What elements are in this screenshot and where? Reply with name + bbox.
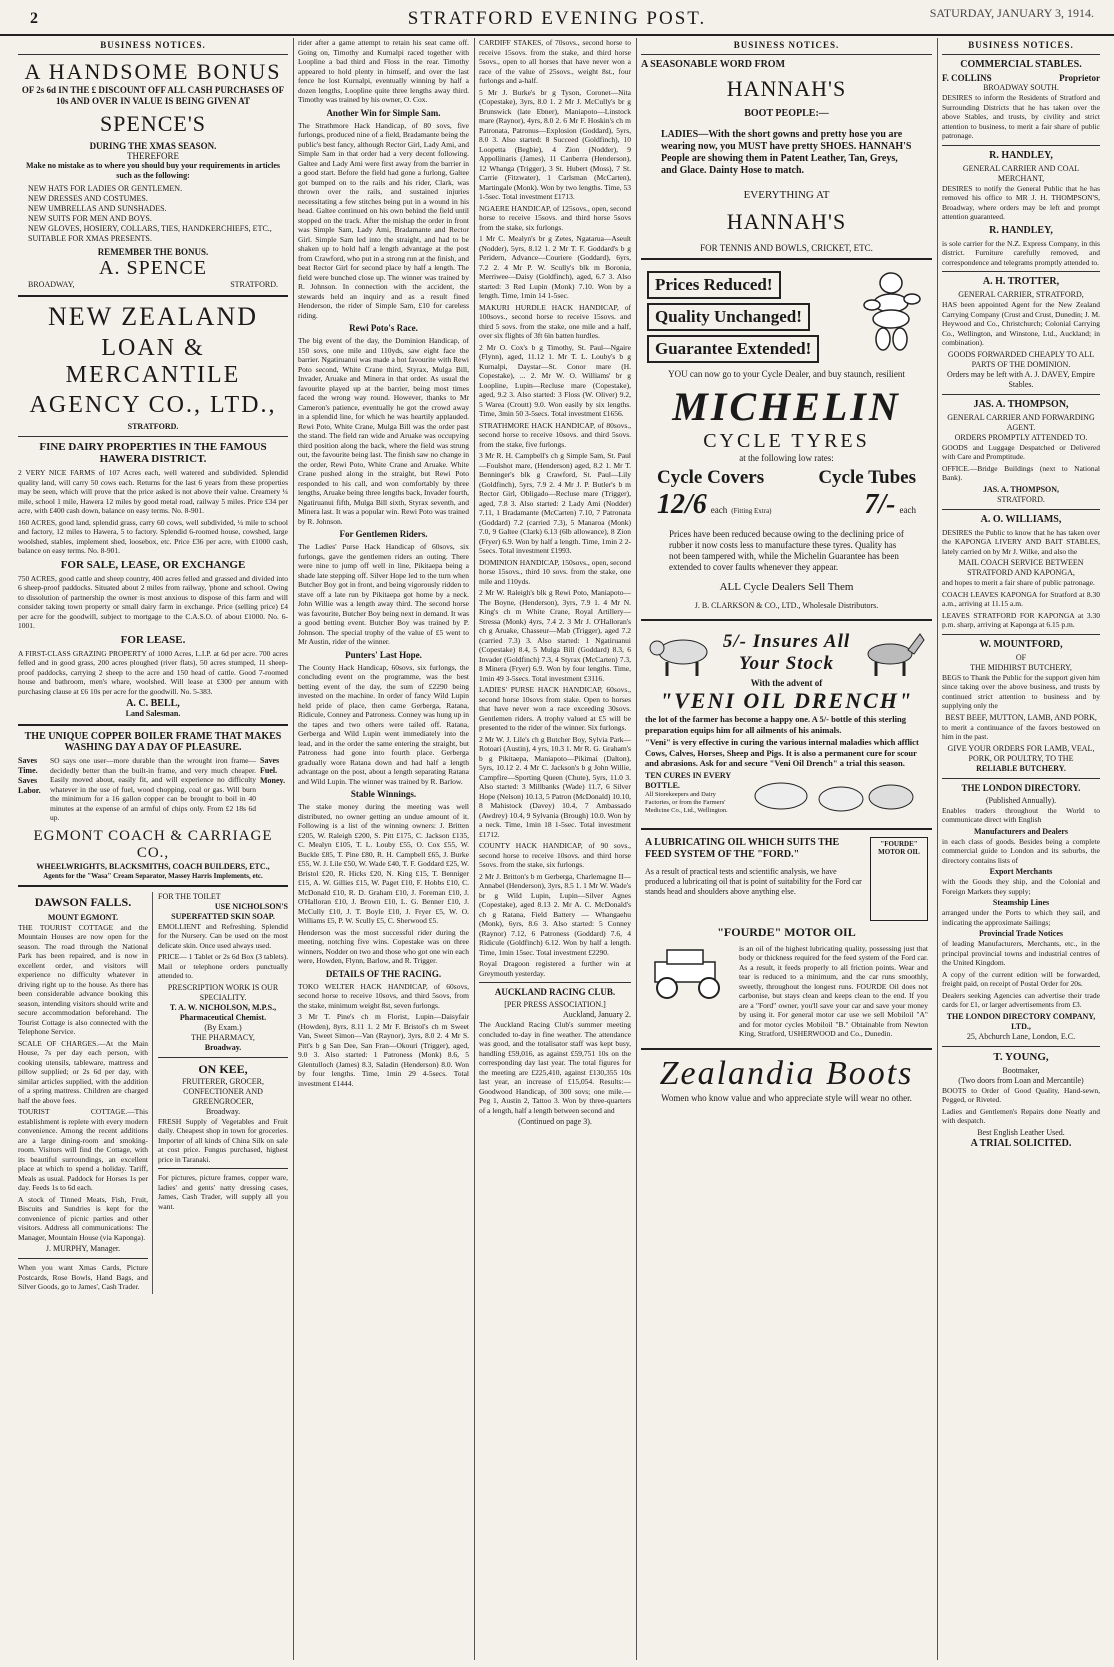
race-para: 2 Mr W. Raleigh's blk g Rewi Poto, Maniapoto—The Boyne, (Henderson), 3yrs, 7.9 1. 4 Mr N. King's ch m White Crane, Royal Artillery—Stressa (Monk) 4yrs, 7.4 2. 3 Mr J. O'Halloran's ch g Aruake, Chasseur—Mab (Trigger), aged 7.2 (carried 7.3) 3. Also started: 1 Ngatiruanui (Copestake) 8.4, 5 Mulga Bill (Goddard) 8.3, 6 Invader (Goldfinch) 7.3, 4 Styrax (McCarten) 7.3, 8 Minera (Fryer) 6.9. Won by four lengths. Time, 1min 49 3-5secs. Total investment £3116.	[479, 588, 631, 683]
nicholson-price: PRICE— 1 Tablet or 2s 6d Box (3 tablets). Mail or telephone orders punctually attended to.	[158, 952, 288, 980]
nzloan-name-3: AGENCY CO., LTD.,	[29, 392, 277, 418]
spence-headline: A HANDSOME BONUS	[24, 59, 282, 84]
young-advert	[942, 1051, 1100, 1149]
nz-loan-advert	[18, 302, 288, 719]
williams-advert	[942, 514, 1100, 630]
article-para: The County Hack Handicap, 60sovs, six furlongs, the concluding event on the programme, was the best betting event of the day, the sum of £2290 being invested on the machine. In order of fancy Wild Lupin held pride of place, then came Gerberga, Ratana, Ridicule, Conney and Patroness. Conney was hung up in the tapes and two others were tailed off. Ratana, Gerberga and Wild Lupin went immediately into the lead, and in the order the same entering the straight, but Patroness had gone into fourth place. Gerberga gradually wore Ratana down and had half a length advantage on the post, about a length separating Ratana and Wild Lupin. The winner was trained by R. Barlow.	[298, 662, 469, 786]
masthead	[0, 0, 1114, 36]
article-subhead: DETAILS OF THE RACING.	[325, 968, 442, 979]
article-para: rider after a game attempt to retain his seat came off. Going on, Timothy and Kurnalpi raced together with Loopline a bad third and Floss in the rear. Timothy appeared to hold plenty in himself, and over the last fence he lost Kurnalpi, eventually winning by half a dozen lengths, Loopline quite three lengths away third. Timothy was trained by his owner, O. Cox.	[298, 38, 469, 104]
nicholson-name: T. A. W. NICHOLSON, M.P.S.,	[169, 1002, 277, 1012]
fourde-para: As a result of practical tests and scientific analysis, we have produced a lubricating oil that is point of suitability for the Ford car stands head and shoulders above anything else.	[645, 866, 862, 896]
fourde-body: is an oil of the highest lubricating quality, possessing just that body or thickness required for the feed system of the Ford car. As a result, it feeds properly to all friction points. Wear and tear is reduced to a minimum, and the car runs smoothly, sweetly, throughout the longest runs. FOURDE Oil does not carbonise, but stays clean and keeps clean to the end. If you are a "Ford" owner, you'll save your car and save your money by using it. For general motor car use we sell Mobiloil "A" and for motor cycles Mobiloil "B." Obtainable from Newton King, Stratford, USHERWOOD and Co., Dunedin.	[739, 943, 928, 1038]
hannah-everything: EVERYTHING AT	[743, 189, 830, 201]
spence-address	[18, 280, 288, 290]
article-para: Henderson was the most successful rider during the meeting, notching five wins. Copestake was on three winners, Nodder on two and those who got one win each were, Howden, Flynn, Barlow, and R. Trigger.	[298, 927, 469, 965]
michelin-line-2: Quality Unchanged!	[647, 303, 810, 331]
nicholson-pharmacy: THE PHARMACY,	[191, 1032, 255, 1042]
handley-trade: GENERAL CARRIER AND COAL MERCHANT,	[962, 163, 1080, 183]
spence-item: NEW HATS FOR LADIES OR GENTLEMEN.	[28, 184, 183, 193]
mountford-cont: to merit a continuance of the favors bestowed on him in the past.	[942, 722, 1100, 741]
xmas-cards-notice: When you want Xmas Cards, Picture Postcards, Rose Bowls, Hand Bags, and Silver Goods, go to James', Cash Trader.	[18, 1263, 148, 1291]
race-para: 2 Mr O. Cox's b g Timothy, St. Paul—Ngaire (Flynn), aged, 11.12 1. Mr T. L. Louby's b g Kurnalpi, Daystar—St. Conor mare (H. Copestake), ... 2. Mr W. O. Williams' br g Loopline, Lupin—Recluse mare (Copestake), aged, 9.2 3. Also started: 3 Floss (W. Oliver) 9.2, 5 Warea (Croutt) 9.0. Won easily by six lengths. Time, 3min 50 3-5secs. Total investment £1656.	[479, 342, 631, 418]
hannah-boot: BOOT PEOPLE:—	[744, 108, 829, 119]
nicholson-place: Broadway.	[204, 1042, 242, 1052]
thompson-name: JAS. A. THOMPSON,	[973, 398, 1069, 410]
address-left: BROADWAY,	[28, 280, 75, 289]
spence-signature: A. SPENCE	[99, 257, 207, 279]
trotter-name: A. H. TROTTER,	[982, 276, 1060, 287]
article-para: The Strathmore Hack Handicap, of 80 sovs, five furlongs, produced nine of a field, Bradamante being the public's best fancy, although Rector Girl, Lady Ami, and Simple Sam in that order had a very decent following. Galtee and Lady Ami were first away from the barrier in a good start. Before the field had gone a furlong, Galtee got bumped on to the rails and his rider, Clark, was thrown over the rails, and sustained injuries necessitating a few stitches being put in a wound in his head. Galtee continued on his own behind the field until stopped on the track. After the mishap the order in front was Simple Sam, Lady Ami, Bradamante and Rector Girl. Simple Sam led into the straight, and had to be shaken up to hold half a length advantage at the post from Crawford, who put in a strong run at the finish, and beat Rector Girl for second place by half a length. The field were bunched close up. The winner was trained by R. Johnson. In connection with the accident, the stewards held an inquiry and as a result fined Henderson, the rider of Simple Sam, £10 for careless riding.	[298, 120, 469, 320]
london-export: Export Merchants	[989, 867, 1053, 876]
michelin-line-1: Prices Reduced!	[647, 271, 781, 299]
mountford-reliable: RELIABLE BUTCHERY.	[976, 763, 1066, 773]
williams-hopes: and hopes to merit a fair share of public patronage.	[942, 578, 1095, 587]
race-para: DOMINION HANDICAP, 150sovs., open, second horse 15sovs., third 10 sovs. from the stake, one mile and 110yds.	[479, 557, 631, 586]
article-subhead: For Gentlemen Riders.	[339, 529, 428, 539]
fitting-extra: (Fitting Extra)	[731, 507, 772, 515]
copper-body: SO says one user—more durable than the wrought iron frame—decidedly better than the built-in frame, and very much cheaper. Easily moved about, easily fit, and will experience no difficulty whatever in the use of fuel, wood chopping, coal or gas. Will burn the minimum for a 16 gallon copper can be brought to boil in 40 minutes at the expense of an armful of chips only. From £2 18s 6d up.	[50, 756, 256, 822]
michelin-brand: MICHELIN	[672, 384, 901, 429]
race-para: NGAERE HANDICAP, of 125sovs., open, second horse to receive 15sovs. and third horse 5sovs from the stake, six furlongs.	[479, 203, 631, 232]
veni-ten-cures: TEN CURES IN EVERY BOTTLE.	[645, 770, 731, 790]
race-para: COUNTY HACK HANDICAP, of 90 sovs., second horse to receive 10sovs. and third horse 5sovs. from the stake, six furlongs.	[479, 841, 631, 869]
picture-frames-notice: For pictures, picture frames, copper ware, ladies' and gents' natty dressing cases, James, Cash Trader, will supply all you want.	[158, 1173, 288, 1211]
article-para: The big event of the day, the Dominion Handicap, of 150 sovs, one mile and 110yds, saw eight face the barrier. Ngatiruanui was made a hot favourite with Rewi Poto second, White Crane third, Styrax, Mulga Bill, Invader, Aruake and Minera in that order. As usual the favourite played up at the barrier, being most times faced the wrong way round. However, thanks to Mr Cameron's patience, eventually he got the crowd away in a splendid line, for which he was heartily applauded. Rewi Poto, White Crane, Mulga Bill was the order past the stand. The field ran wide and Aruake was occupying third position along the back, where the field was strung out, the favourite being last. The finish saw no change in the order, Rewi Poto, White Crane and Aruake. White Crane pushed along in the straight, but Rewi Poto responded to his call, and won comfortably by three lengths, Aruake being three lengths back, Invader fourth, Ngatiruanui fifth, Mulga Bill sixth, Styrax seventh, and Minera last. It was a popular win. Rewi Poto was trained by R. Johnson.	[298, 336, 469, 526]
williams-coach-1: COACH LEAVES KAPONGA for Stratford at 8.30 a.m., arriving at 11.15 a.m.	[942, 589, 1100, 608]
handley-body: DESIRES to notify the General Public that he has removed his office to MR J. H. THOMPSON'S, Broadway, where orders may be left and prompt attention guaranteed.	[942, 183, 1100, 221]
race-para: LADIES' PURSE HACK HANDICAP, 60sovs., second horse 10sovs from stake. Open to horses that have never won a race exceeding 30sovs. Gentlemen riders. A trophy valued at £5 will be presented to the rider of the winner. Six furlongs.	[479, 685, 631, 732]
london-head: THE LONDON DIRECTORY.	[961, 782, 1081, 793]
michelin-rates: at the following low rates:	[739, 453, 834, 463]
hannah-name-2: HANNAH'S	[726, 209, 847, 234]
race-para: CARDIFF STAKES, of 70sovs., second horse to receive 15sovs. from the stake, and third horse 5sovs., open to all horses that have never won a race of the value of 25sovs., weight 8st., four furlongs and a-half.	[479, 38, 631, 85]
trotter-orders: Orders may be left with A. J. DAVEY, Empire Stables.	[947, 369, 1095, 389]
newspaper-title: STRATFORD EVENING POST.	[407, 8, 707, 29]
london-para: in each class of goods. Besides being a complete commercial guide to London and its suburbs, the directory contains lists of	[942, 836, 1100, 865]
michelin-man-icon	[856, 269, 926, 359]
onkee-name: ON KEE,	[198, 1061, 248, 1076]
michelin-line-3: Guarantee Extended!	[647, 335, 819, 363]
zealandia-name: Zealandia Boots	[659, 1054, 914, 1092]
nzloan-name-1: NEW ZEALAND	[48, 302, 258, 331]
london-para: A copy of the current edition will be forwarded, freight paid, on receipt of Postal Order for 20s.	[942, 969, 1100, 988]
spence-items	[18, 184, 288, 244]
hannah-seasonable: A SEASONABLE WORD FROM	[641, 59, 786, 70]
michelin-advert	[641, 265, 932, 614]
young-leather: Best English Leather Used.	[977, 1127, 1065, 1137]
mountford-of: OF	[1015, 652, 1027, 662]
article-subhead: Another Win for Simple Sam.	[326, 107, 441, 118]
trotter-trade: GENERAL CARRIER, STRATFORD,	[958, 290, 1084, 299]
nicholson-exam: (By Exam.)	[204, 1022, 242, 1032]
veni-advert	[641, 626, 932, 823]
london-steam: Steamship Lines	[992, 898, 1050, 907]
mountford-orders: GIVE YOUR ORDERS FOR LAMB, VEAL, PORK, OR POULTRY, TO THE	[947, 743, 1095, 763]
spence-therefore: THEREFORE	[126, 151, 179, 161]
spence-item: NEW SUITS FOR MEN AND BOYS.	[28, 214, 152, 223]
article-para: The stake money during the meeting was well distributed, no owner getting an undue amount of it. Following is a list of the winning owners: J. Britten £205, W. Raleigh £200, S. Pitt £175, C. Jackson £135, C. Mealyn £105, T. L. Louby £55, O. Cox £55, W. Buckle £85, T. Pine £80, R. H. Campbell £65, J. Burke £55, W. J. Lile £50, W. Wade £40, T. F. Goddard £25, W. Bristol £20, R. Hicks £20, N. King £15, T. Benniger £15, A. W. Gillies £15, W. Paget £10, F. Hobbs £10, C. McDonald £10, R. D. Graham £10, J. Foreman £10, J. O'Halloran £10, J. Brown £10, L. G. Benner £10, J. McCully £10, J. T. Boyle £10, J. Fryer £5, W. O. Williams £5, P. W. Scully £5, C. Sherwood £5.	[298, 802, 469, 925]
london-para: of leading Manufacturers, Merchants, etc., in the principal provincial towns and industrial centres of the United Kingdom.	[942, 939, 1100, 967]
collins-addr: BROADWAY SOUTH.	[983, 83, 1059, 92]
nicholson-title: Pharmaceutical Chemist.	[179, 1012, 267, 1022]
race-para: 3 Mr R. H. Campbell's ch g Simple Sam, St. Paul—Foulshot mare, (Henderson) aged, 8.2 1. Mr T. Benninger's blk g Crawford, St. Paul—Lily (Goldfinch), 5yrs, 7.9 2. 4 Mr J. P. Butler's b m Rector Girl, Obligado—Recluse mare (Trigger), aged, 7.8 3. Also started: 2 Lady Ami (Nodder) 7.11, 1 Bradamante (McCarten) 7.10, 7 Patronata (Goddard) 7.2 (carried 7.3), 5 Manaroa (Monk) 7.0, 9 Galtee (Clark) 6.13 (6lb allowance), 8 Zion (Fryer) 6.9. Won by half a length. Time, 1min 2 2-5secs. Total investment £1993.	[479, 451, 631, 555]
cow-icon	[645, 628, 715, 678]
tubes-label: Cycle Tubes	[818, 467, 916, 488]
trotter-goods: GOODS FORWARDED CHEAPLY TO ALL PARTS OF THE DOMINION.	[947, 349, 1095, 369]
dawson-head: DAWSON FALLS.	[34, 894, 132, 909]
nzloan-sig-title: Land Salesman.	[125, 709, 181, 718]
onkee-trades: FRUITERER, GROCER, CONFECTIONER AND GREENGROCER,	[181, 1076, 264, 1106]
nzloan-heading: FINE DAIRY PROPERTIES IN THE FAMOUS HAWERA DISTRICT.	[39, 441, 267, 465]
motor-car-icon	[645, 944, 735, 1004]
london-directory-advert	[942, 783, 1100, 1042]
tubes-each: each	[899, 505, 916, 515]
column-3	[479, 38, 631, 1660]
auckland-dateline: Auckland, January 2.	[563, 1010, 631, 1019]
egmont-agents: Agents for the "Wasa" Cream Separator, Massey Harris Implements, etc.	[43, 871, 263, 880]
nzloan-signature: A. C. BELL,	[126, 698, 180, 709]
nzloan-para: 2 VERY NICE FARMS of 107 Acres each, well watered and subdivided. Splendid quality land, will carry 50 cows each. Returns for the last 6 years from these properties may be seen, which will prove that the price asked is not above their value. Creamery ¼ mile, school 1 mile, Hawera 12 miles by good metal road, railway 5 miles. Price £34 per acre, with £400 cash down, balance on easy terms. No. 8-901.	[18, 468, 288, 515]
michelin-dealers: ALL Cycle Dealers Sell Them	[719, 581, 854, 593]
onkee-place: Broadway.	[205, 1106, 241, 1116]
dawson-sub: MOUNT EGMONT.	[47, 912, 119, 922]
article-para: TOKO WELTER HACK HANDICAP, of 60sovs, second horse to receive 10sovs, and third 5sovs, from the stake, minimum weight 8st, seven furlongs.	[298, 981, 469, 1010]
veni-advent: With the advent of	[750, 678, 823, 688]
thompson-town: STRATFORD.	[997, 494, 1045, 504]
continued-note: (Continued on page 3).	[518, 1117, 592, 1126]
mountford-body: BEGS to Thank the Public for the support given him since taking over the above business, and trusts by continued strict attention to business and by supplying only the	[942, 672, 1100, 710]
thompson-sig: JAS. A. THOMPSON,	[982, 484, 1060, 494]
nzloan-lease-heading: FOR LEASE.	[120, 633, 186, 646]
race-para: MAKURI HURDLE HACK HANDICAP, of 100sovs., second horse to receive 15sovs. and third 5 sovs. from the stake, one mile and a half, over six flights of 3ft 6in batten hurdles.	[479, 302, 631, 340]
spence-sub: OF 2s 6d IN THE £ DISCOUNT OFF ALL CASH PURCHASES OF 10s AND OVER IN VALUE IS BEING GIVEN AT	[21, 85, 285, 106]
handley-name-2: R. HANDLEY,	[989, 224, 1053, 236]
copper-side-left: Saves Time. Saves Labor.	[18, 756, 41, 795]
column-1	[18, 38, 288, 1660]
spence-item: NEW DRESSES AND COSTUMES.	[28, 194, 148, 203]
auckland-heading: AUCKLAND RACING CLUB.	[494, 987, 616, 997]
collins-body: DESIRES to inform the Residents of Stratford and Surrounding Districts that he has taken over the above Stables, and trusts, by civility and strict attention to business, to merit a fair share of public patronage.	[942, 93, 1100, 140]
article-subhead: Rewi Poto's Race.	[349, 323, 418, 333]
london-para: Dealers seeking Agencies can advertise their trade cards for £1, or larger advertisements from £3.	[942, 990, 1100, 1009]
dawson-para: THE TOURIST COTTAGE and the Mountain Houses are now open for the season. The road through the National Park has been repaired, and is now in excellent order, and visitors will experience no difficulty whatever in driving right up to the house. As there has been considerable advance booking this season, intending visitors should write and secure accommodation beforehand. The Tourist Cottage is also connected with the Telephone Service.	[18, 922, 148, 1036]
issue-date: SATURDAY, JANUARY 3, 1914.	[929, 6, 1094, 20]
dawson-para: A stock of Tinned Meats, Fish, Fruit, Biscuits and Sundries is kept for the convenience of picnic parties and other visitors. Address all communications: The Manager, Mountain House (via Kaponga).	[18, 1194, 148, 1242]
london-prov: Provincial Trade Notices	[979, 929, 1063, 938]
oil-can-illustration	[870, 837, 928, 921]
spence-name: SPENCE'S	[99, 111, 207, 136]
mountford-shop: THE MIDHIRST BUTCHERY,	[970, 662, 1072, 672]
spence-remember: REMEMBER THE BONUS.	[97, 247, 209, 257]
article-subhead: Punters' Last Hope.	[345, 649, 422, 660]
copper-side-right: Saves Fuel. Money.	[260, 756, 286, 785]
fourde-advert	[641, 835, 932, 1043]
michelin-intro: YOU can now go to your Cycle Dealer, and buy staunch, resilient	[668, 369, 905, 379]
onkee-para: FRESH Supply of Vegetables and Fruit daily. Cheapest shop in town for groceries. Importer of all kinds of China Silk on sale at cost price. Fungus purchased, highest price in Taranaki.	[158, 1116, 288, 1164]
hannah-body: LADIES—With the short gowns and pretty hose you are wearing now, you MUST have pretty SHOES. HANNAH'S People are showing them in Patent Leather, Tan, Greys, and Glace. Dainty Hose to match.	[661, 129, 912, 176]
young-name: T. YOUNG,	[993, 1050, 1049, 1063]
dawson-falls-advert	[18, 892, 153, 1294]
trotter-advert	[942, 276, 1100, 390]
veni-name: "VENI OIL DRENCH"	[659, 688, 914, 713]
nicholson-toilet: FOR THE TOILET	[158, 891, 221, 901]
covers-price: 12/6	[657, 489, 707, 520]
egmont-name: EGMONT COACH & CARRIAGE CO.,	[33, 827, 273, 861]
young-trial: A TRIAL SOLICITED.	[970, 1137, 1072, 1149]
dawson-para: SCALE OF CHARGES.—At the Main House, 7s per day each person, with cooking utensils, tableware, mattress and pillow supplied; or 2s 6d per day, with similar articles supplied, with the addition of a spring mattress. Children are charged half the above fees.	[18, 1038, 148, 1105]
race-para: 2 Mr J. Britton's b m Gerberga, Charlemagne II—Annabel (Henderson), 3yrs, 8.5 1. 1 Mr W. Wade's br g Wild Lupin, Lupin—Silver Agnes (Copestake), aged 8.13 2. Mr A. C. McDonald's ch g Ratana, Field Battery — Whangaehu (Monk), 6yrs, 8.6 3. Also started: 5 Conney (Raynor) 7.12, 6 Patroness (Goddard) 7.6, 4 Ridicule (Goldfinch) 6.12. Won by half a length. Time, 1min 15sec. Total investment £2290.	[479, 871, 631, 957]
column-4	[641, 38, 932, 1660]
nzloan-para: 750 ACRES, good cattle and sheep country, 400 acres felled and grassed and divided into 6 sheep-proof paddocks. Situated about 2 miles from railway, 'phone and school. Owing to dissolution of partnership the owner is most anxious to dispose of this farm and will consider taking town property or small dairy farm in exchange. Price (selling price) £4 per acre for the goodwill, subject to mortgage to the C.A.S.O. of about £1000. No. 6-1001.	[18, 573, 288, 630]
page-number: 2	[30, 10, 38, 27]
mountford-advert	[942, 639, 1100, 774]
pigs-and-sheep-icon	[741, 771, 921, 821]
fourde-head: A LUBRICATING OIL WHICH SUITS THE FEED SYSTEM OF THE "FORD."	[645, 836, 840, 860]
article-para: The Ladies' Purse Hack Handicap of 60sovs, six furlongs, gave the gentlemen riders an outing. There were nine to jump off well in line, Pikitaepa being a shade late stepping off. Silver Hope led to the turn when Butcher Boy got in front, and being vigorously ridden to stave off a late run by Pikitaepa got home by a neck. John Willie was a length away third. The second horse was favourite, Butcher Boy being next in demand. It was a good betting event. Butcher Boy was trained by P. Johnson. The special trophy of the value of £5 went to Mr Austin, rider of the winner.	[298, 542, 469, 646]
column-rule	[636, 38, 637, 1660]
dawson-para: TOURIST COTTAGE.—This establishment is replete with every modern convenience. Among the recent additions are a large dining-room and smoking-room. Visitors will find the Cottage, with its beautiful surroundings, an excellent place at which to spend a holiday. Tariff, Meals as usual. Paddock for Horses 1s per day. Feeds 1s to 6d each.	[18, 1107, 148, 1192]
oil-can-label: "FOURDE" MOTOR OIL	[878, 839, 920, 856]
zealandia-tag: Women who know value and who appreciate style will wear no other.	[661, 1092, 912, 1103]
young-trade: Bootmaker,	[1002, 1065, 1040, 1075]
nicholson-prescription: PRESCRIPTION WORK IS OUR SPECIALITY.	[167, 982, 279, 1002]
copper-boiler-advert	[18, 731, 288, 880]
williams-name: A. O. WILLIAMS,	[980, 513, 1062, 525]
williams-mail: MAIL COACH SERVICE BETWEEN STRATFORD AND KAPONGA,	[958, 558, 1084, 577]
article-para: 3 Mr T. Pine's ch m Florist, Lupin—Daisyfair (Howden), 8yrs, 8.11 1. 2 Mr F. Bristol's ch m Sweet Van, Sweet Simon—Van (Raynor), 3yrs, 8.0 2. 4 Mr S. Pitt's b g San Dee, San Fran—Okouri (Trigger), aged, 9.0 3. Also started: 1 Patroness (Monk) 8.6, 5 Glentulloch (James) 8.3, Saladin (Henderson) 8.0. Won by four lengths. Time, 1min 29 4-5secs. Total investment £1444.	[298, 1012, 469, 1088]
nzloan-town: STRATFORD.	[127, 422, 179, 431]
young-addr: (Two doors from Loan and Mercantile)	[958, 1075, 1084, 1085]
tubes-price: 7/-	[864, 489, 896, 520]
michelin-distributors: J. B. CLARKSON & CO., LTD., Wholesale Distributors.	[694, 601, 879, 610]
thompson-trade: GENERAL CARRIER AND FORWARDING AGENT.	[947, 412, 1095, 432]
handley-name: R. HANDLEY,	[989, 149, 1053, 161]
handley-advert	[942, 150, 1100, 268]
nzloan-name-2: LOAN & MERCANTILE	[65, 335, 241, 388]
covers-label: Cycle Covers	[657, 467, 765, 488]
michelin-body: Prices have been reduced because owing to the declining price of rubber it now costs less to manufacture these tyres. Quality has not been tampered with, while the Michelin Guarantee has been extended to cover faults whenever they appear.	[669, 529, 904, 572]
section-label: BUSINESS NOTICES.	[100, 40, 206, 50]
london-para: Enables traders throughout the World to communicate direct with English	[942, 805, 1100, 824]
race-para: 2 Mr W. J. Lile's ch g Butcher Boy, Sylvia Park—Rotoari (Austin), 4 yrs, 10.3 1. Mr R. G. Graham's b g Pikitaepa, Maniapoto—Pikimai (Dalton), 5yrs, 10.12 2. 4 Mr C. Jackson's b g John Willie, Campfire—Sporting Queen (Chute), 5yrs, 11.0 3. Also started: 3 Millbanks (Wade) 11.7, 6 Silver Hope (Nelson) 10.13, 5 Patron (McDonald) 10.10, 8 Mahistock (Davey) 10.4, 7 Ambassado (Awdrey) 10.4, 9 Sylvania (Brough) 10.0. Won by a neck. Time, 1min 18 1-5sec. Total investment £1712.	[479, 734, 631, 839]
hannah-name: HANNAH'S	[726, 76, 847, 101]
zealandia-advert	[641, 1055, 932, 1103]
section-label: BUSINESS NOTICES.	[968, 40, 1074, 50]
williams-coach-2: LEAVES STRATFORD FOR KAPONGA at 3.30 p.m. sharp, arriving at Kaponga at 6.15 p.m.	[942, 610, 1100, 629]
copper-headline: THE UNIQUE COPPER BOILER FRAME THAT MAKES WASHING DAY A DAY OF PLEASURE.	[24, 731, 282, 753]
spence-item: NEW UMBRELLAS AND SUNSHADES.	[28, 204, 167, 213]
nzloan-para: A FIRST-CLASS GRAZING PROPERTY of 1000 Acres, L.I.P. at 6d per acre. 700 acres felled and in good grass, 200 acres ploughed (river flats), 50 acres stumped, 11 sheep-proof paddocks, carrying 2 sheep to the acre and 150 head of cattle. Good 7-roomed house and bathroom, men's whare, woolshed. Will lease at £300 per annum with purchasing clause at £6 10s per acre for the goodwill. No. 5-383.	[18, 648, 288, 696]
london-pub: (Published Annually).	[985, 795, 1057, 805]
young-body: BOOTS to Order of Good Quality, Hand-sewn, Pegged, or Riveted.	[942, 1085, 1100, 1104]
thompson-advert	[942, 399, 1100, 505]
nicholson-product: SUPERFATTED SKIN SOAP.	[171, 911, 275, 921]
nicholson-use: USE NICHOLSON'S	[214, 901, 288, 911]
veni-sold: All Storekeepers and Dairy Factories, or from the Farmers' Medicine Co., Ltd., Wellington.	[645, 790, 728, 814]
spence-mistake: Make no mistake as to where you should buy your requirements in articles such as the following:	[25, 161, 281, 180]
nzloan-sale-heading: FOR SALE, LEASE, OR EXCHANGE	[60, 558, 246, 571]
collins-stables: COMMERCIAL STABLES.	[960, 59, 1082, 70]
press-association: [PER PRESS ASSOCIATION.]	[504, 1000, 606, 1009]
covers-each: each	[710, 505, 728, 515]
spence-item: NEW GLOVES, HOSIERY, COLLARS, TIES, HANDKERCHIEFS, ETC., SUITABLE FOR XMAS PRESENTS.	[28, 224, 272, 243]
thompson-body: GOODS and Luggage Despatched or Delivered with Care and Promptitude.	[942, 442, 1100, 461]
london-addr: 25, Abchurch Lane, London, E.C.	[966, 1031, 1076, 1041]
young-repairs: Ladies and Gentlemen's Repairs done Neatly and with despatch.	[942, 1106, 1100, 1125]
race-para: 5 Mr J. Burke's br g Tyson, Coronet—Nita (Copestake), 3yrs, 8.0 1. 2 Mr J. McCully's br g Brunswick (late Ebner), Maniapoto—Linstock mare (Raynor), 4yrs, 8.0 2. 6 Mr F. Hoskin's ch m Patronata, Patronus—Explosion (Goddard), 5yrs, 8.0 3. Also started: 8 Succeed (Goldfinch), 10 Loopetta (Begbie), 4 Zion (Nodder), 9 Appollinaris (James), 11 Canberra (Henderson), 12 Whanga (Trigger), 3 St. Hubert (Moss), 7 St. Carrie (Fitzwater), 1 Carlsman (McCarten), Martingale (Monk). Won by two lengths. Time, 53 1-5sec. Total investment £1713.	[479, 87, 631, 201]
mountford-name: W. MOUNTFORD,	[979, 638, 1063, 650]
address-right: STRATFORD.	[230, 280, 278, 289]
thompson-orders: ORDERS PROMPTLY ATTENDED TO.	[954, 432, 1088, 442]
veni-insures: 5/- Insures All Your Stock	[722, 631, 851, 674]
column-2	[298, 38, 469, 1660]
veni-para: the lot of the farmer has become a happy one. A 5/- bottle of this sterling preparation equips him for all ailments of his animals.	[645, 714, 906, 735]
london-company: THE LONDON DIRECTORY COMPANY, LTD.,	[946, 1011, 1096, 1031]
column-rule	[293, 38, 294, 1660]
collins-name: F. COLLINS	[942, 73, 992, 83]
race-para: 1 Mr C. Mealyn's br g Zetes, Ngatarua—Aseult (Nodder), 5yrs, 8.12 1. 2 Mr T. F. Goddard's b g Peridern, Advance—Couriere (Goddard), 6yrs, 7.2 2. 4 Mr P. W. Scully's blk m Boronia, Merriwee—Daisy (Goldfinch), aged, 6.7 3. Also started: 3 Red Lupin (Monk) 7.10. Won by a length. Time, 1min 14 1-5sec.	[479, 234, 631, 300]
williams-body: DESIRES the Public to know that he has taken over the KAPONGA LIVERY AND BAIT STABLES, lately carried on by Mr J. Wilke, and also the	[942, 527, 1100, 556]
dragoon-note: Royal Dragoon registered a further win at Greymouth yesterday.	[479, 959, 631, 978]
article-subhead: Stable Winnings.	[350, 789, 417, 799]
hannahs-advert	[641, 59, 932, 253]
race-para: STRATHMORE HACK HANDICAP, of 80sovs., second horse to receive 10sovs. and third 5sovs. from the stake, five furlongs.	[479, 420, 631, 449]
london-para: arranged under the Ports to which they sail, and indicating the approximate Sailings;	[942, 908, 1100, 927]
collins-prop: Proprietor	[1059, 73, 1100, 83]
horse-icon	[858, 628, 928, 678]
veni-para: "Veni" is very effective in curing the various internal maladies which afflict Cows, Calves, Horses, Sheep and Pigs. It is also a permanent cure for scour and abrasions. Ask for and secure "Veni Oil Drench" a trial this season.	[645, 737, 919, 768]
section-label: BUSINESS NOTICES.	[733, 40, 840, 50]
spence-season: DURING THE XMAS SEASON.	[89, 141, 217, 151]
column-5	[942, 38, 1100, 1660]
nicholson-advert	[158, 892, 288, 1294]
column-rule	[474, 38, 475, 1660]
auckland-para: The Auckland Racing Club's summer meeting concluded to-day in fine weather. The attendance was good, and the totalisator staff was kept busy, handling £59,016, as against £59,751 10s on the corresponding day last year. The total figures for the meeting are £225,410, against £130,355 10s last year, an increase of £15,054. Results:— Goodwood Handicap, of 300 sovs; one mile.—Peg 1, Austin 2, Tattoo 3. Won by three-quarters of a length, half a length between second and	[479, 1020, 631, 1115]
trotter-body: HAS been appointed Agent for the New Zealand Carrying Company (Crust and Crust, Dunedin; J. M. Heywood and Co., Christchurch; Colonial Carrying Co., Wellington, and Winstone, Ltd., Auckland; in combination).	[942, 300, 1100, 347]
michelin-tyres: CYCLE TYRES	[703, 430, 870, 452]
thompson-office: OFFICE.—Bridge Buildings (next to National Bank).	[942, 463, 1100, 482]
mountford-best: BEST BEEF, MUTTON, LAMB, AND PORK,	[945, 712, 1097, 722]
nicholson-para: EMOLLIENT and Refreshing. Splendid for the Nursery. Can be used on the most delicate skin. Once used always used.	[158, 921, 288, 950]
london-manuf: Manufacturers and Dealers	[973, 826, 1069, 836]
dawson-signature: J. MURPHY, Manager.	[45, 1244, 121, 1253]
spence-advert	[18, 59, 288, 290]
fourde-name: "FOURDE" MOTOR OIL	[717, 924, 856, 939]
michelin-man-illustration	[856, 269, 926, 359]
hannah-tennis: FOR TENNIS AND BOWLS, CRICKET, ETC.	[700, 243, 873, 253]
nzloan-para: 160 ACRES, good land, splendid grass, carry 60 cows, well subdivided, ¼ mile to school and factory, 12 miles to Hawera, 5 to factory. Splendid 6-roomed house, cowshed, large woolshed, stables, implement shed, loosebox, etc. Price £36 per acre, with £1000 cash, balance on easy terms. No. 8-901.	[18, 517, 288, 555]
london-para: with the Goods they ship, and the Colonial and Foreign Markets they supply;	[942, 877, 1100, 896]
handley-body-2: is sole carrier for the N.Z. Express Company, in this district. Furniture carefully removed, and correspondence and telegrams promptly attended to.	[942, 238, 1100, 267]
collins-advert	[942, 59, 1100, 141]
egmont-trades: WHEELWRIGHTS, BLACKSMITHS, COACH BUILDERS, ETC.,	[36, 861, 270, 871]
column-rule	[937, 38, 938, 1660]
